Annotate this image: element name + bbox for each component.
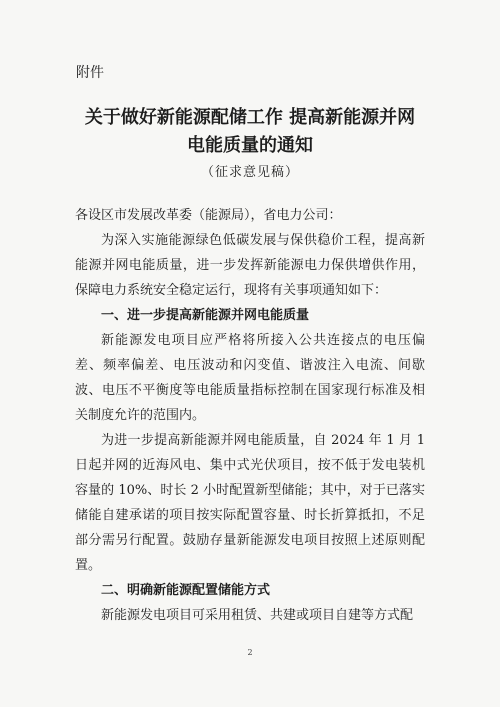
section1-paragraph1: 新能源发电项目应严格将所接入公共连接点的电压偏差、频率偏差、电压波动和闪变值、谐波注入电流、间歇波、电压不平衡度等电能质量指标控制在国家现行标准及相关制度允许的范围内。 (75, 333, 425, 423)
attachment-label: 附件 (76, 65, 104, 81)
section1-heading: 一、进一步提高新能源并网电能质量 (101, 308, 310, 323)
document-title-line1: 关于做好新能源配储工作 提高新能源并网 (84, 107, 416, 128)
section1-paragraph2: 为进一步提高新能源并网电能质量，自 2024 年 1 月 1 日起并网的近海风电、集中式光伏项目，按不低于发电装机容量的 10%、时长 2 小时配置新型储能；其中，对于已落实储能自建承诺的项目按实际配置容量、时长折算抵扣，不足部分需另行配置。鼓励存量新能源发电项目按照上述原则配置。 (75, 433, 425, 573)
salutation: 各设区市发展改革委（能源局），省电力公司： (75, 208, 342, 223)
document-body (75, 203, 425, 628)
intro-paragraph: 为深入实施能源绿色低碳发展与保供稳价工程，提高新能源并网电能质量，进一步发挥新能源电力保供增供作用，保障电力系统安全稳定运行，现将有关事项通知如下： (75, 233, 425, 298)
document-subtitle: （征求意见稿） (200, 165, 299, 180)
section2-heading: 二、明确新能源配置储能方式 (101, 583, 271, 598)
section2-paragraph1: 新能源发电项目可采用租赁、共建或项目自建等方式配 (101, 608, 414, 623)
document-title-line2: 电能质量的通知 (187, 135, 313, 156)
page-number: 2 (247, 648, 253, 657)
